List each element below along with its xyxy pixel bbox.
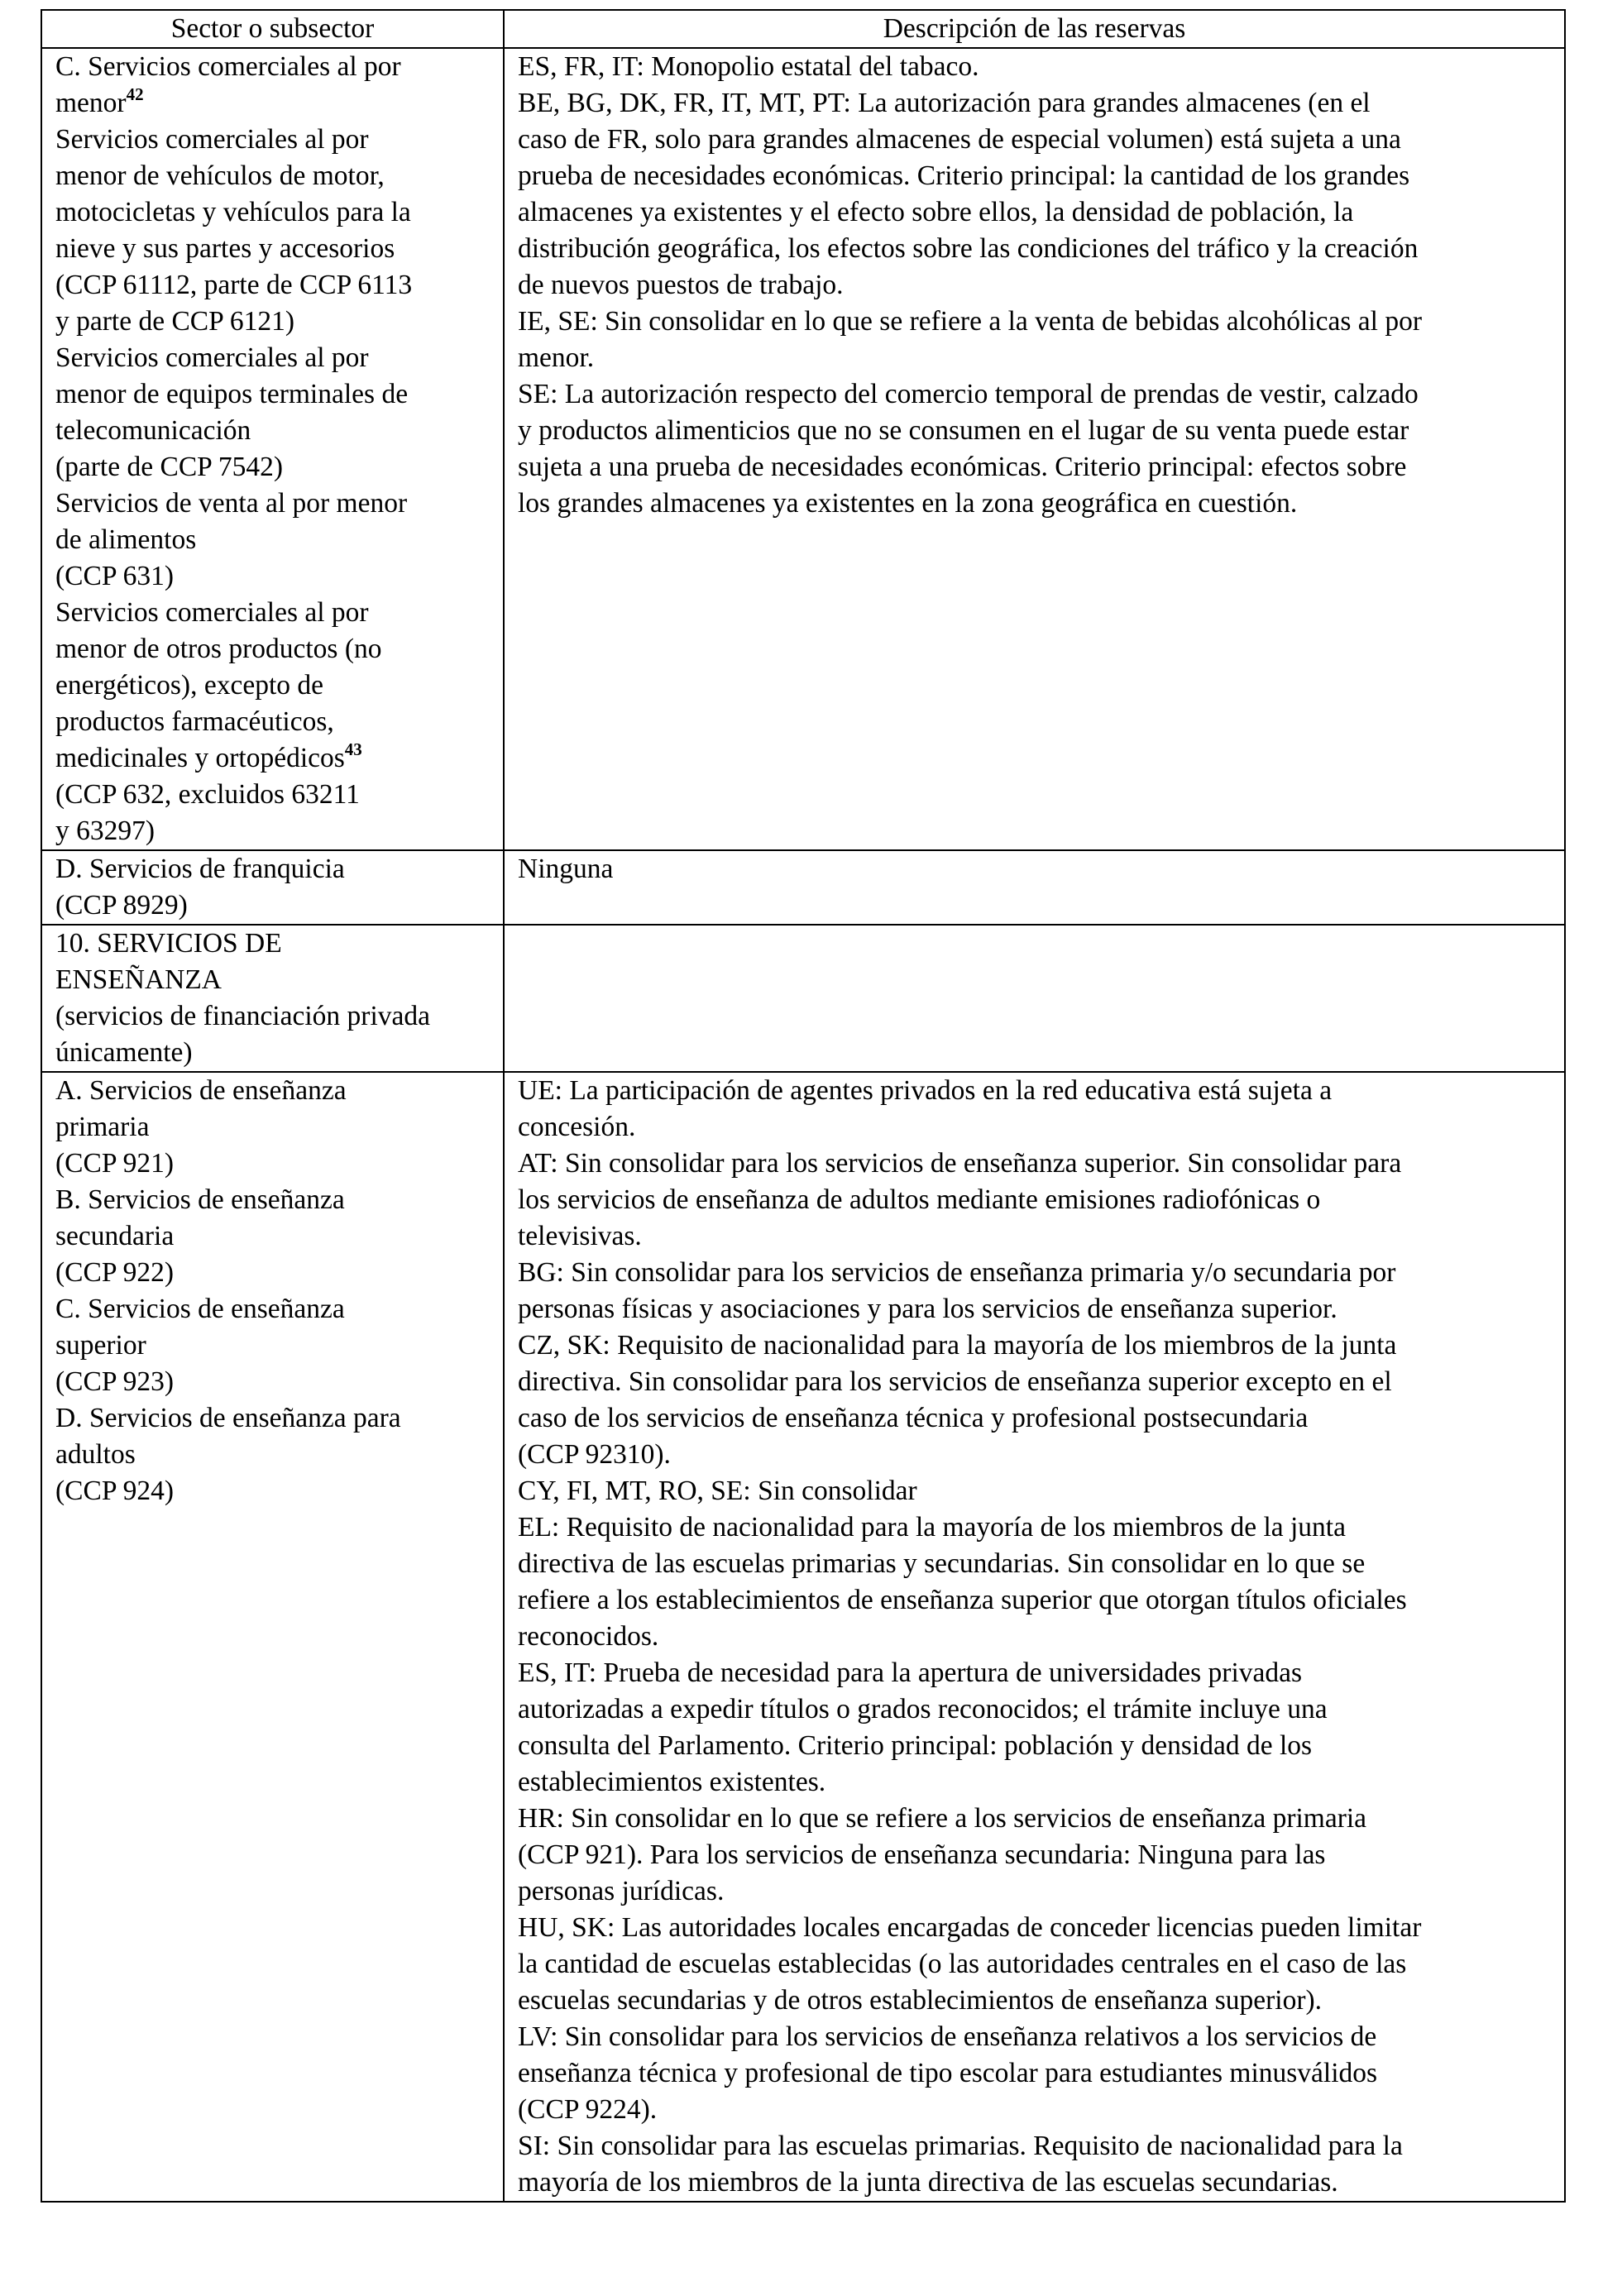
sector-cell (41, 850, 504, 925)
column-header-reservas: Descripción de las reservas (504, 10, 1565, 48)
reservas-cell (504, 925, 1565, 1072)
sector-line-text: Servicios comerciales al por (55, 124, 369, 155)
sector-line (55, 704, 493, 740)
sector-line-text: menor (55, 88, 127, 118)
table-body (41, 48, 1565, 2202)
reservas-line: directiva. Sin consolidar para los servicios de enseñanza superior excepto en el (518, 1366, 1392, 1397)
sector-line-text: (CCP 632, excluidos 63211 (55, 779, 360, 810)
reservas-cell (504, 850, 1565, 925)
reservas-line: consulta del Parlamento. Criterio principal: población y densidad de los (518, 1730, 1313, 1761)
reservas-line: EL: Requisito de nacionalidad para la mayoría de los miembros de la junta (518, 1512, 1346, 1543)
reservas-line: los grandes almacenes ya existentes en la zona geográfica en cuestión. (518, 488, 1298, 519)
reservas-line: personas jurídicas. (518, 1876, 725, 1906)
sector-line-text: únicamente) (55, 1037, 193, 1068)
sector-line (55, 1364, 493, 1400)
reservas-line: caso de los servicios de enseñanza técnica y profesional postsecundaria (518, 1403, 1309, 1433)
sector-cell (41, 48, 504, 850)
reservas-line: HR: Sin consolidar en lo que se refiere a los servicios de enseñanza primaria (518, 1803, 1367, 1834)
sector-line (55, 1327, 493, 1364)
sector-line-text: y 63297) (55, 816, 156, 846)
sector-line-text: D. Servicios de enseñanza para (55, 1403, 401, 1433)
reservas-line: caso de FR, solo para grandes almacenes de especial volumen) está sujeta a una (518, 124, 1401, 155)
sector-line (55, 1437, 493, 1473)
sector-line (55, 231, 493, 267)
sector-line (55, 777, 493, 813)
reservas-line: los servicios de enseñanza de adultos mediante emisiones radiofónicas o (518, 1184, 1321, 1215)
footnote-ref: 42 (126, 84, 144, 104)
sector-line-text: energéticos), excepto de (55, 670, 323, 701)
sector-line-text: Servicios de venta al por menor (55, 488, 408, 519)
sector-line-text: D. Servicios de franquicia (55, 854, 345, 884)
sector-line (55, 926, 493, 962)
sector-line (55, 1035, 493, 1071)
sector-line-text: secundaria (55, 1221, 175, 1251)
sector-line (55, 1255, 493, 1291)
reservas-cell (504, 1072, 1565, 2202)
sector-line (55, 667, 493, 704)
reservas-line: almacenes ya existentes y el efecto sobre ellos, la densidad de población, la (518, 197, 1354, 227)
sector-line (55, 1218, 493, 1255)
sector-line (55, 851, 493, 887)
sector-line (55, 631, 493, 667)
reservas-line: concesión. (518, 1112, 636, 1142)
sector-line (55, 1146, 493, 1182)
reservas-line: IE, SE: Sin consolidar en lo que se refiere a la venta de bebidas alcohólicas al por (518, 306, 1423, 337)
sector-line-text: (CCP 922) (55, 1257, 175, 1288)
reservas-line: televisivas. (518, 1221, 642, 1251)
reservas-line: BG: Sin consolidar para los servicios de enseñanza primaria y/o secundaria por (518, 1257, 1396, 1288)
reservas-line: enseñanza técnica y profesional de tipo escolar para estudiantes minusválidos (518, 2058, 1378, 2088)
reservas-line: (CCP 92310). (518, 1439, 671, 1470)
reservas-line: SI: Sin consolidar para las escuelas primarias. Requisito de nacionalidad para la (518, 2131, 1403, 2161)
reservas-line: escuelas secundarias y de otros establecimientos de enseñanza superior). (518, 1985, 1323, 2016)
reservas-line: LV: Sin consolidar para los servicios de enseñanza relativos a los servicios de (518, 2021, 1377, 2052)
reservas-line: CY, FI, MT, RO, SE: Sin consolidar (518, 1476, 917, 1506)
sector-line-text: (CCP 631) (55, 561, 175, 591)
reservas-line: distribución geográfica, los efectos sobre las condiciones del tráfico y la creación (518, 233, 1419, 264)
sector-line-text: (parte de CCP 7542) (55, 452, 284, 482)
sector-line (55, 49, 493, 85)
reservas-line: menor. (518, 342, 595, 373)
sector-line (55, 1073, 493, 1109)
sector-line (55, 340, 493, 376)
sector-line-text: (CCP 921) (55, 1148, 175, 1179)
sector-line-text: (CCP 924) (55, 1476, 175, 1506)
reservas-line: ES, FR, IT: Monopolio estatal del tabaco. (518, 51, 979, 82)
reservas-line: AT: Sin consolidar para los servicios de enseñanza superior. Sin consolidar para (518, 1148, 1402, 1179)
sector-line (55, 595, 493, 631)
sector-line (55, 1109, 493, 1146)
sector-line-text: telecomunicación (55, 415, 251, 446)
sector-line-text: de alimentos (55, 524, 197, 555)
sector-line-text: ENSEÑANZA (55, 964, 222, 995)
column-header-sector: Sector o subsector (41, 10, 504, 48)
reservas-line: ES, IT: Prueba de necesidad para la apertura de universidades privadas (518, 1657, 1303, 1688)
sector-line-text: (CCP 923) (55, 1366, 175, 1397)
sector-line (55, 1400, 493, 1437)
sector-line-text: nieve y sus partes y accesorios (55, 233, 395, 264)
sector-line-text: menor de equipos terminales de (55, 379, 409, 409)
sector-line-text: motocicletas y vehículos para la (55, 197, 411, 227)
table-header-row (41, 10, 1565, 48)
sector-line (55, 813, 493, 849)
reservas-line: sujeta a una prueba de necesidades económicas. Criterio principal: efectos sobre (518, 452, 1407, 482)
sector-line (55, 887, 493, 924)
sector-line (55, 558, 493, 595)
sector-line (55, 413, 493, 449)
sector-line (55, 1473, 493, 1509)
sector-line-text: (servicios de financiación privada (55, 1001, 430, 1031)
sector-line (55, 522, 493, 558)
reservations-table (41, 9, 1566, 2203)
reservas-line: la cantidad de escuelas establecidas (o las autoridades centrales en el caso de las (518, 1949, 1407, 1979)
sector-cell (41, 925, 504, 1072)
sector-line-text: adultos (55, 1439, 136, 1470)
table-row (41, 850, 1565, 925)
reservas-line: BE, BG, DK, FR, IT, MT, PT: La autorización para grandes almacenes (en el (518, 88, 1371, 118)
reservas-line: establecimientos existentes. (518, 1767, 826, 1797)
reservas-line: SE: La autorización respecto del comercio temporal de prendas de vestir, calzado (518, 379, 1419, 409)
sector-line (55, 267, 493, 304)
table-row (41, 925, 1565, 1072)
sector-line-text: (CCP 61112, parte de CCP 6113 (55, 270, 413, 300)
sector-line-text: Servicios comerciales al por (55, 342, 369, 373)
sector-line-text: C. Servicios comerciales al por (55, 51, 401, 82)
reservas-line: (CCP 9224). (518, 2094, 658, 2125)
sector-line-text: C. Servicios de enseñanza (55, 1294, 345, 1324)
sector-line-text: A. Servicios de enseñanza (55, 1075, 347, 1106)
footnote-ref: 43 (344, 739, 362, 759)
sector-line-text: menor de vehículos de motor, (55, 160, 385, 191)
sector-line-text: y parte de CCP 6121) (55, 306, 295, 337)
sector-line (55, 304, 493, 340)
reservas-cell (504, 48, 1565, 850)
sector-line (55, 376, 493, 413)
reservas-line: de nuevos puestos de trabajo. (518, 270, 844, 300)
sector-line-text: menor de otros productos (no (55, 634, 382, 664)
sector-line-text: B. Servicios de enseñanza (55, 1184, 345, 1215)
sector-line (55, 122, 493, 158)
sector-line (55, 486, 493, 522)
document-page (41, 9, 1564, 2203)
reservas-line: personas físicas y asociaciones y para los servicios de enseñanza superior. (518, 1294, 1337, 1324)
table-row (41, 1072, 1565, 2202)
reservas-line: (CCP 921). Para los servicios de enseñanza secundaria: Ninguna para las (518, 1839, 1326, 1870)
sector-cell (41, 1072, 504, 2202)
sector-line (55, 85, 493, 122)
sector-line-text: (CCP 8929) (55, 890, 188, 921)
sector-line (55, 998, 493, 1035)
reservas-line: directiva de las escuelas primarias y secundarias. Sin consolidar en lo que se (518, 1548, 1366, 1579)
sector-line (55, 449, 493, 486)
sector-line (55, 1291, 493, 1327)
sector-line (55, 740, 493, 777)
reservas-line: reconocidos. (518, 1621, 659, 1652)
sector-line-text: medicinales y ortopédicos (55, 743, 345, 773)
sector-line-text: productos farmacéuticos, (55, 706, 334, 737)
reservas-line: CZ, SK: Requisito de nacionalidad para la mayoría de los miembros de la junta (518, 1330, 1397, 1361)
reservas-line: prueba de necesidades económicas. Criterio principal: la cantidad de los grandes (518, 160, 1410, 191)
reservas-line: autorizadas a expedir títulos o grados reconocidos; el trámite incluye una (518, 1694, 1328, 1724)
sector-line (55, 962, 493, 998)
sector-line (55, 194, 493, 231)
reservas-line: UE: La participación de agentes privados en la red educativa está sujeta a (518, 1075, 1333, 1106)
reservas-line: y productos alimenticios que no se consumen en el lugar de su venta puede estar (518, 415, 1409, 446)
sector-line-text: 10. SERVICIOS DE (55, 928, 282, 959)
table-row (41, 48, 1565, 850)
reservas-line: refiere a los establecimientos de enseñanza superior que otorgan títulos oficiales (518, 1585, 1407, 1615)
sector-line-text: Servicios comerciales al por (55, 597, 369, 628)
reservas-line: Ninguna (518, 854, 614, 884)
reservas-line: HU, SK: Las autoridades locales encargadas de conceder licencias pueden limitar (518, 1912, 1422, 1943)
reservas-line: mayoría de los miembros de la junta directiva de las escuelas secundarias. (518, 2167, 1338, 2198)
sector-line-text: primaria (55, 1112, 150, 1142)
sector-line (55, 158, 493, 194)
sector-line (55, 1182, 493, 1218)
sector-line-text: superior (55, 1330, 146, 1361)
